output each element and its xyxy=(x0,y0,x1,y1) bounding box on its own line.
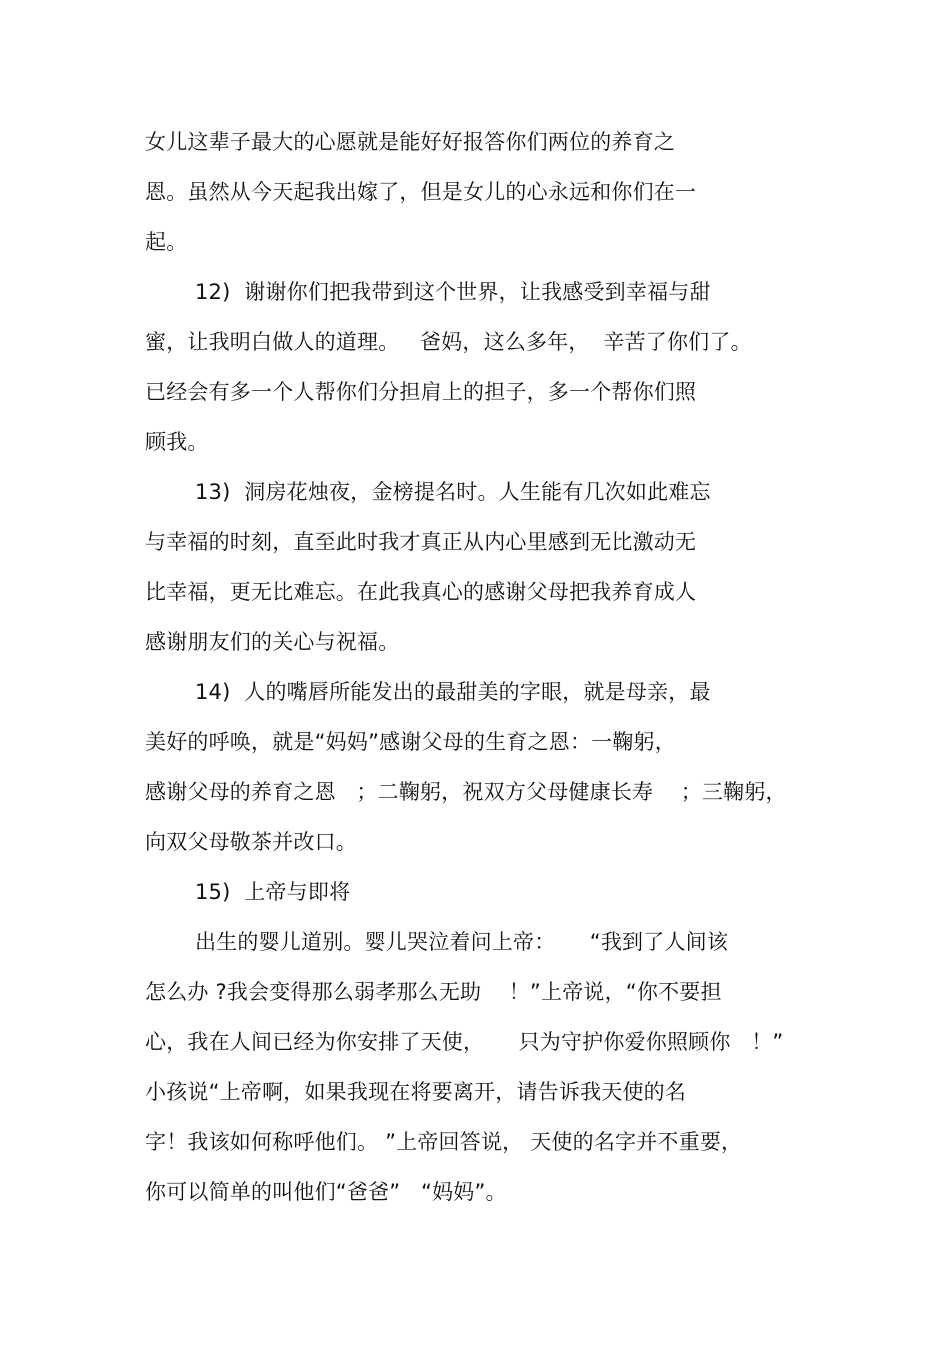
text-line: 怎么办 ?我会变得那么弱孝那么无助 ！”上帝说，“你不要担 xyxy=(145,980,722,1004)
paragraph-14-line: 14) 人的嘴唇所能发出的最甜美的字眼，就是母亲，最 xyxy=(195,680,711,704)
paragraph-13-line: 13) 洞房花烛夜，金榜提名时。人生能有几次如此难忘 xyxy=(195,480,711,504)
text-line: 顾我。 xyxy=(145,430,209,454)
text-line: 已经会有多一个人帮你们分担肩上的担子，多一个帮你们照 xyxy=(145,380,697,404)
text-line: 蜜，让我明白做人的道理。 爸妈，这么多年， 辛苦了你们了。 xyxy=(145,330,752,354)
text-line: 起。 xyxy=(145,230,188,254)
text-line: 字！我该如何称呼他们。 ”上帝回答说， 天使的名字并不重要， xyxy=(145,1130,743,1154)
text-line: 恩。虽然从今天起我出嫁了，但是女儿的心永远和你们在一 xyxy=(145,180,697,204)
text-line: 美好的呼唤，就是“妈妈”感谢父母的生育之恩：一鞠躬， xyxy=(145,730,676,754)
text-line: 小孩说“上帝啊，如果我现在将要离开，请告诉我天使的名 xyxy=(145,1080,687,1104)
paragraph-12-line: 12) 谢谢你们把我带到这个世界，让我感受到幸福与甜 xyxy=(195,280,711,304)
text-line: 出生的婴儿道别。婴儿哭泣着问上帝： “我到了人间该 xyxy=(195,930,729,954)
text-line: 你可以简单的叫他们“爸爸” “妈妈”。 xyxy=(145,1180,507,1204)
text-line: 感谢父母的养育之恩 ；二鞠躬，祝双方父母健康长寿 ；三鞠躬， xyxy=(145,780,787,804)
text-line: 心，我在人间已经为你安排了天使， 只为守护你爱你照顾你 ！” xyxy=(145,1030,784,1054)
text-line: 感谢朋友们的关心与祝福。 xyxy=(145,630,400,654)
text-line: 与幸福的时刻，直至此时我才真正从内心里感到无比激动无 xyxy=(145,530,697,554)
text-line: 女儿这辈子最大的心愿就是能好好报答你们两位的养育之 xyxy=(145,130,675,154)
paragraph-15-line: 15) 上帝与即将 xyxy=(195,880,351,904)
text-line: 向双父母敬茶并改口。 xyxy=(145,830,357,854)
text-line: 比幸福，更无比难忘。在此我真心的感谢父母把我养育成人 xyxy=(145,580,697,604)
